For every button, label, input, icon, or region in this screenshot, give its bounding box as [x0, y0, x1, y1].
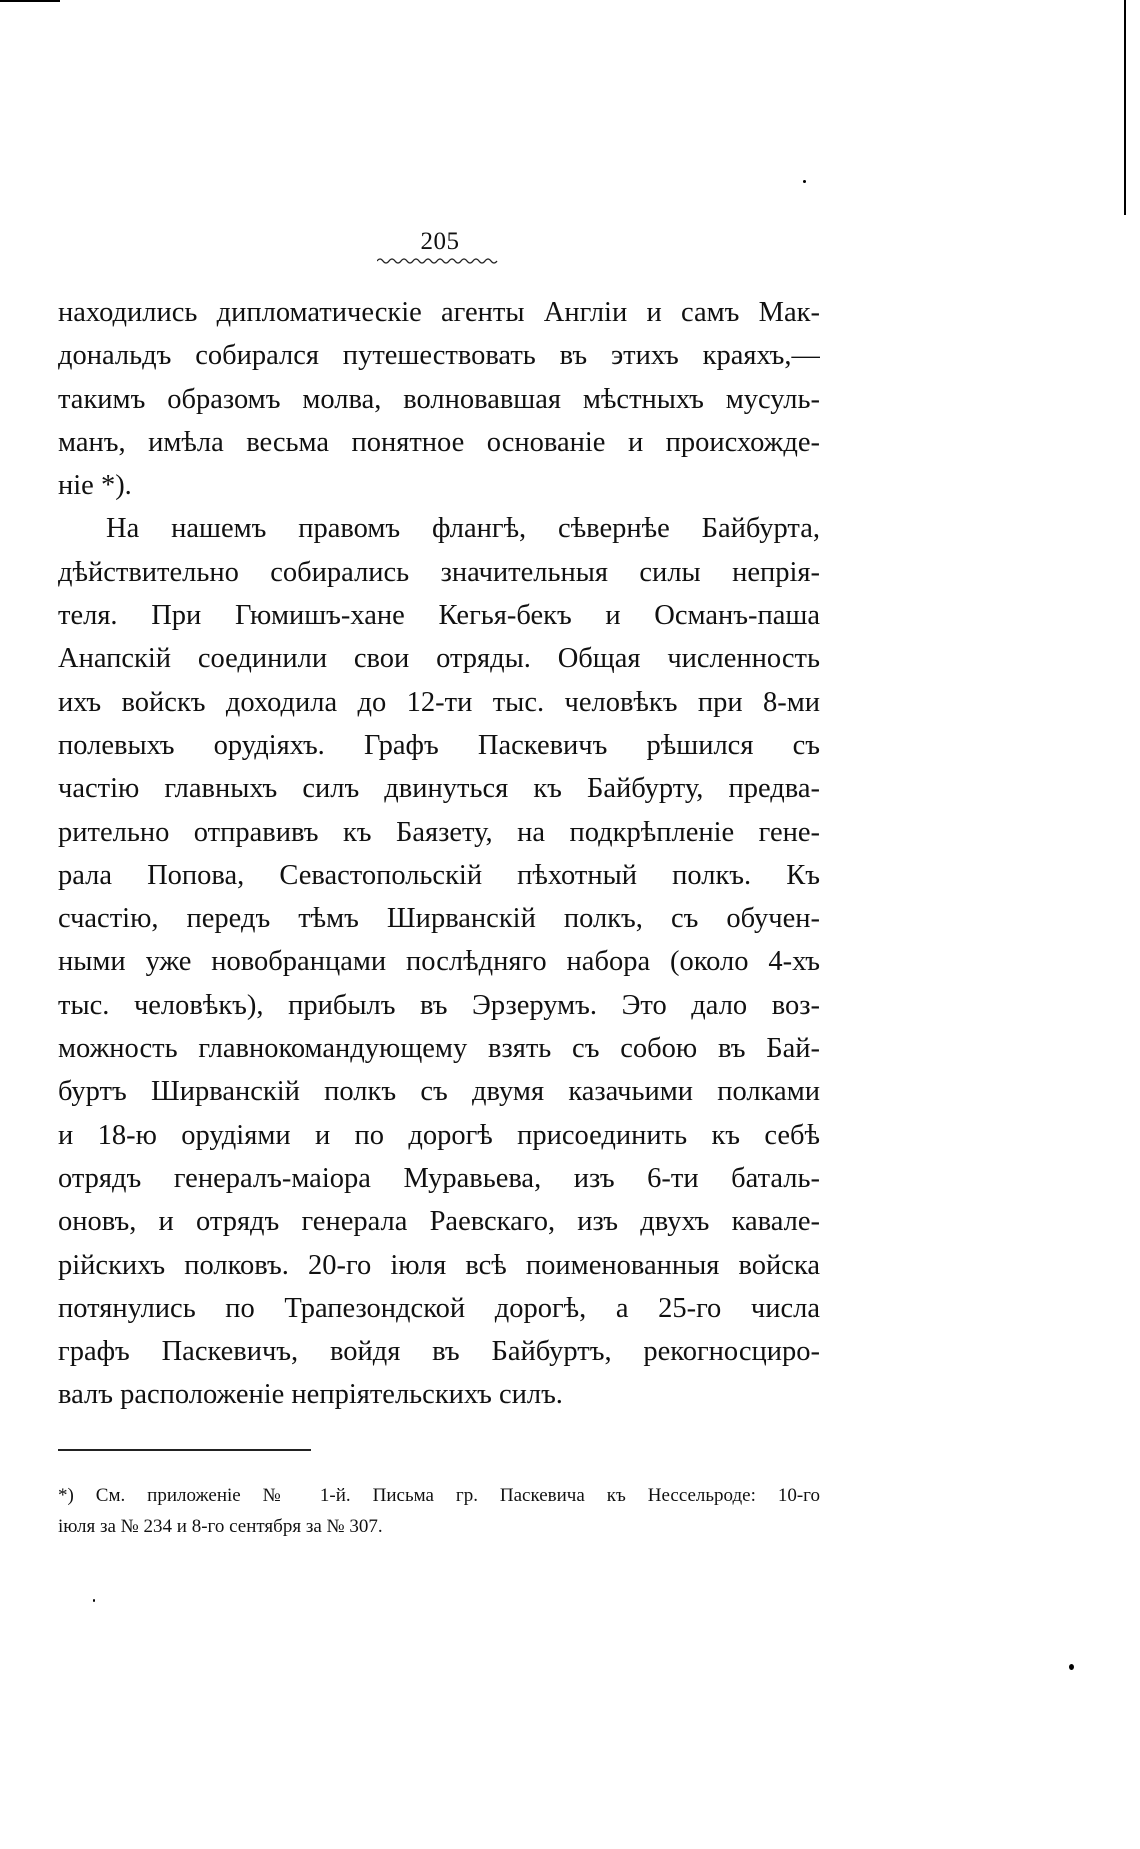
speck-mark — [93, 1599, 95, 1602]
text-line: оновъ, и отрядъ генерала Раевскаго, изъ двухъ кавале- — [58, 1206, 820, 1238]
text-line: отрядъ генералъ-маіора Муравьева, изъ 6-ти баталь- — [58, 1162, 820, 1194]
text-line: ніе *). — [58, 470, 132, 502]
text-line: дональдъ собирался путешествовать въ этихъ краяхъ,— — [58, 340, 820, 372]
paragraph-2 — [58, 507, 820, 1416]
text-line: тыс. человѣкъ), прибылъ въ Эрзерумъ. Это дало воз- — [58, 989, 820, 1021]
speck-mark — [803, 180, 806, 183]
page-number: 205 — [420, 228, 460, 255]
text-line: можность главнокомандующему взять съ собою въ Бай- — [58, 1033, 820, 1065]
text-line: счастію, передъ тѣмъ Ширванскій полкъ, съ обучен- — [58, 903, 820, 935]
text-line: графъ Паскевичъ, войдя въ Байбуртъ, рекогносциро- — [58, 1336, 820, 1368]
text-line: такимъ образомъ молва, волновавшая мѣстныхъ мусуль- — [58, 383, 820, 415]
footnote-line: іюля за № 234 и 8-го сентября за № 307. — [58, 1516, 383, 1537]
footnote-separator — [58, 1449, 311, 1451]
text-line: манъ, имѣла весьма понятное основаніе и происхожде- — [58, 426, 820, 458]
text-line: и 18-ю орудіями и по дорогѣ присоединить къ себѣ — [58, 1119, 820, 1151]
text-line: буртъ Ширванскій полкъ съ двумя казачьими полками — [58, 1076, 820, 1108]
body-text — [58, 291, 820, 1417]
text-line: рала Попова, Севастопольскій пѣхотный полкъ. Къ — [58, 859, 820, 891]
text-line: валъ расположеніе непріятельскихъ силъ. — [58, 1379, 563, 1411]
text-line: ихъ войскъ доходила до 12-ти тыс. человѣкъ при 8-ми — [58, 686, 820, 718]
text-line: рійскихъ полковъ. 20-го іюля всѣ поименованныя войска — [58, 1249, 820, 1281]
paragraph-1 — [58, 291, 820, 507]
footnote-line: *) См. приложеніе № 1-й. Письма гр. Паскевича къ Нессельроде: 10-го — [58, 1485, 820, 1506]
text-line: полевыхъ орудіяхъ. Графъ Паскевичъ рѣшился съ — [58, 729, 820, 761]
text-line: находились дипломатическіе агенты Англіи и самъ Мак- — [58, 297, 820, 328]
text-line: теля. При Гюмишъ-хане Кегья-бекъ и Османъ-паша — [58, 600, 820, 632]
page-edge-line — [1124, 0, 1126, 215]
page-number-ornament — [377, 256, 499, 264]
speck-mark — [1069, 1664, 1074, 1670]
text-line: На нашемъ правомъ флангѣ, сѣвернѣе Байбурта, — [106, 513, 820, 545]
text-line: дѣйствительно собирались значительныя силы непрія- — [58, 556, 820, 588]
text-line: потянулись по Трапезондской дорогѣ, а 25-го числа — [58, 1292, 820, 1324]
text-line: Анапскій соединили свои отряды. Общая численность — [58, 643, 820, 675]
text-line: ными уже новобранцами послѣдняго набора (около 4-хъ — [58, 946, 820, 978]
text-line: рительно отправивъ къ Баязету, на подкрѣпленіе гене- — [58, 816, 820, 848]
top-edge-rule — [0, 0, 60, 2]
footnote — [58, 1480, 820, 1542]
text-line: частію главныхъ силъ двинуться къ Байбурту, предва- — [58, 773, 820, 805]
